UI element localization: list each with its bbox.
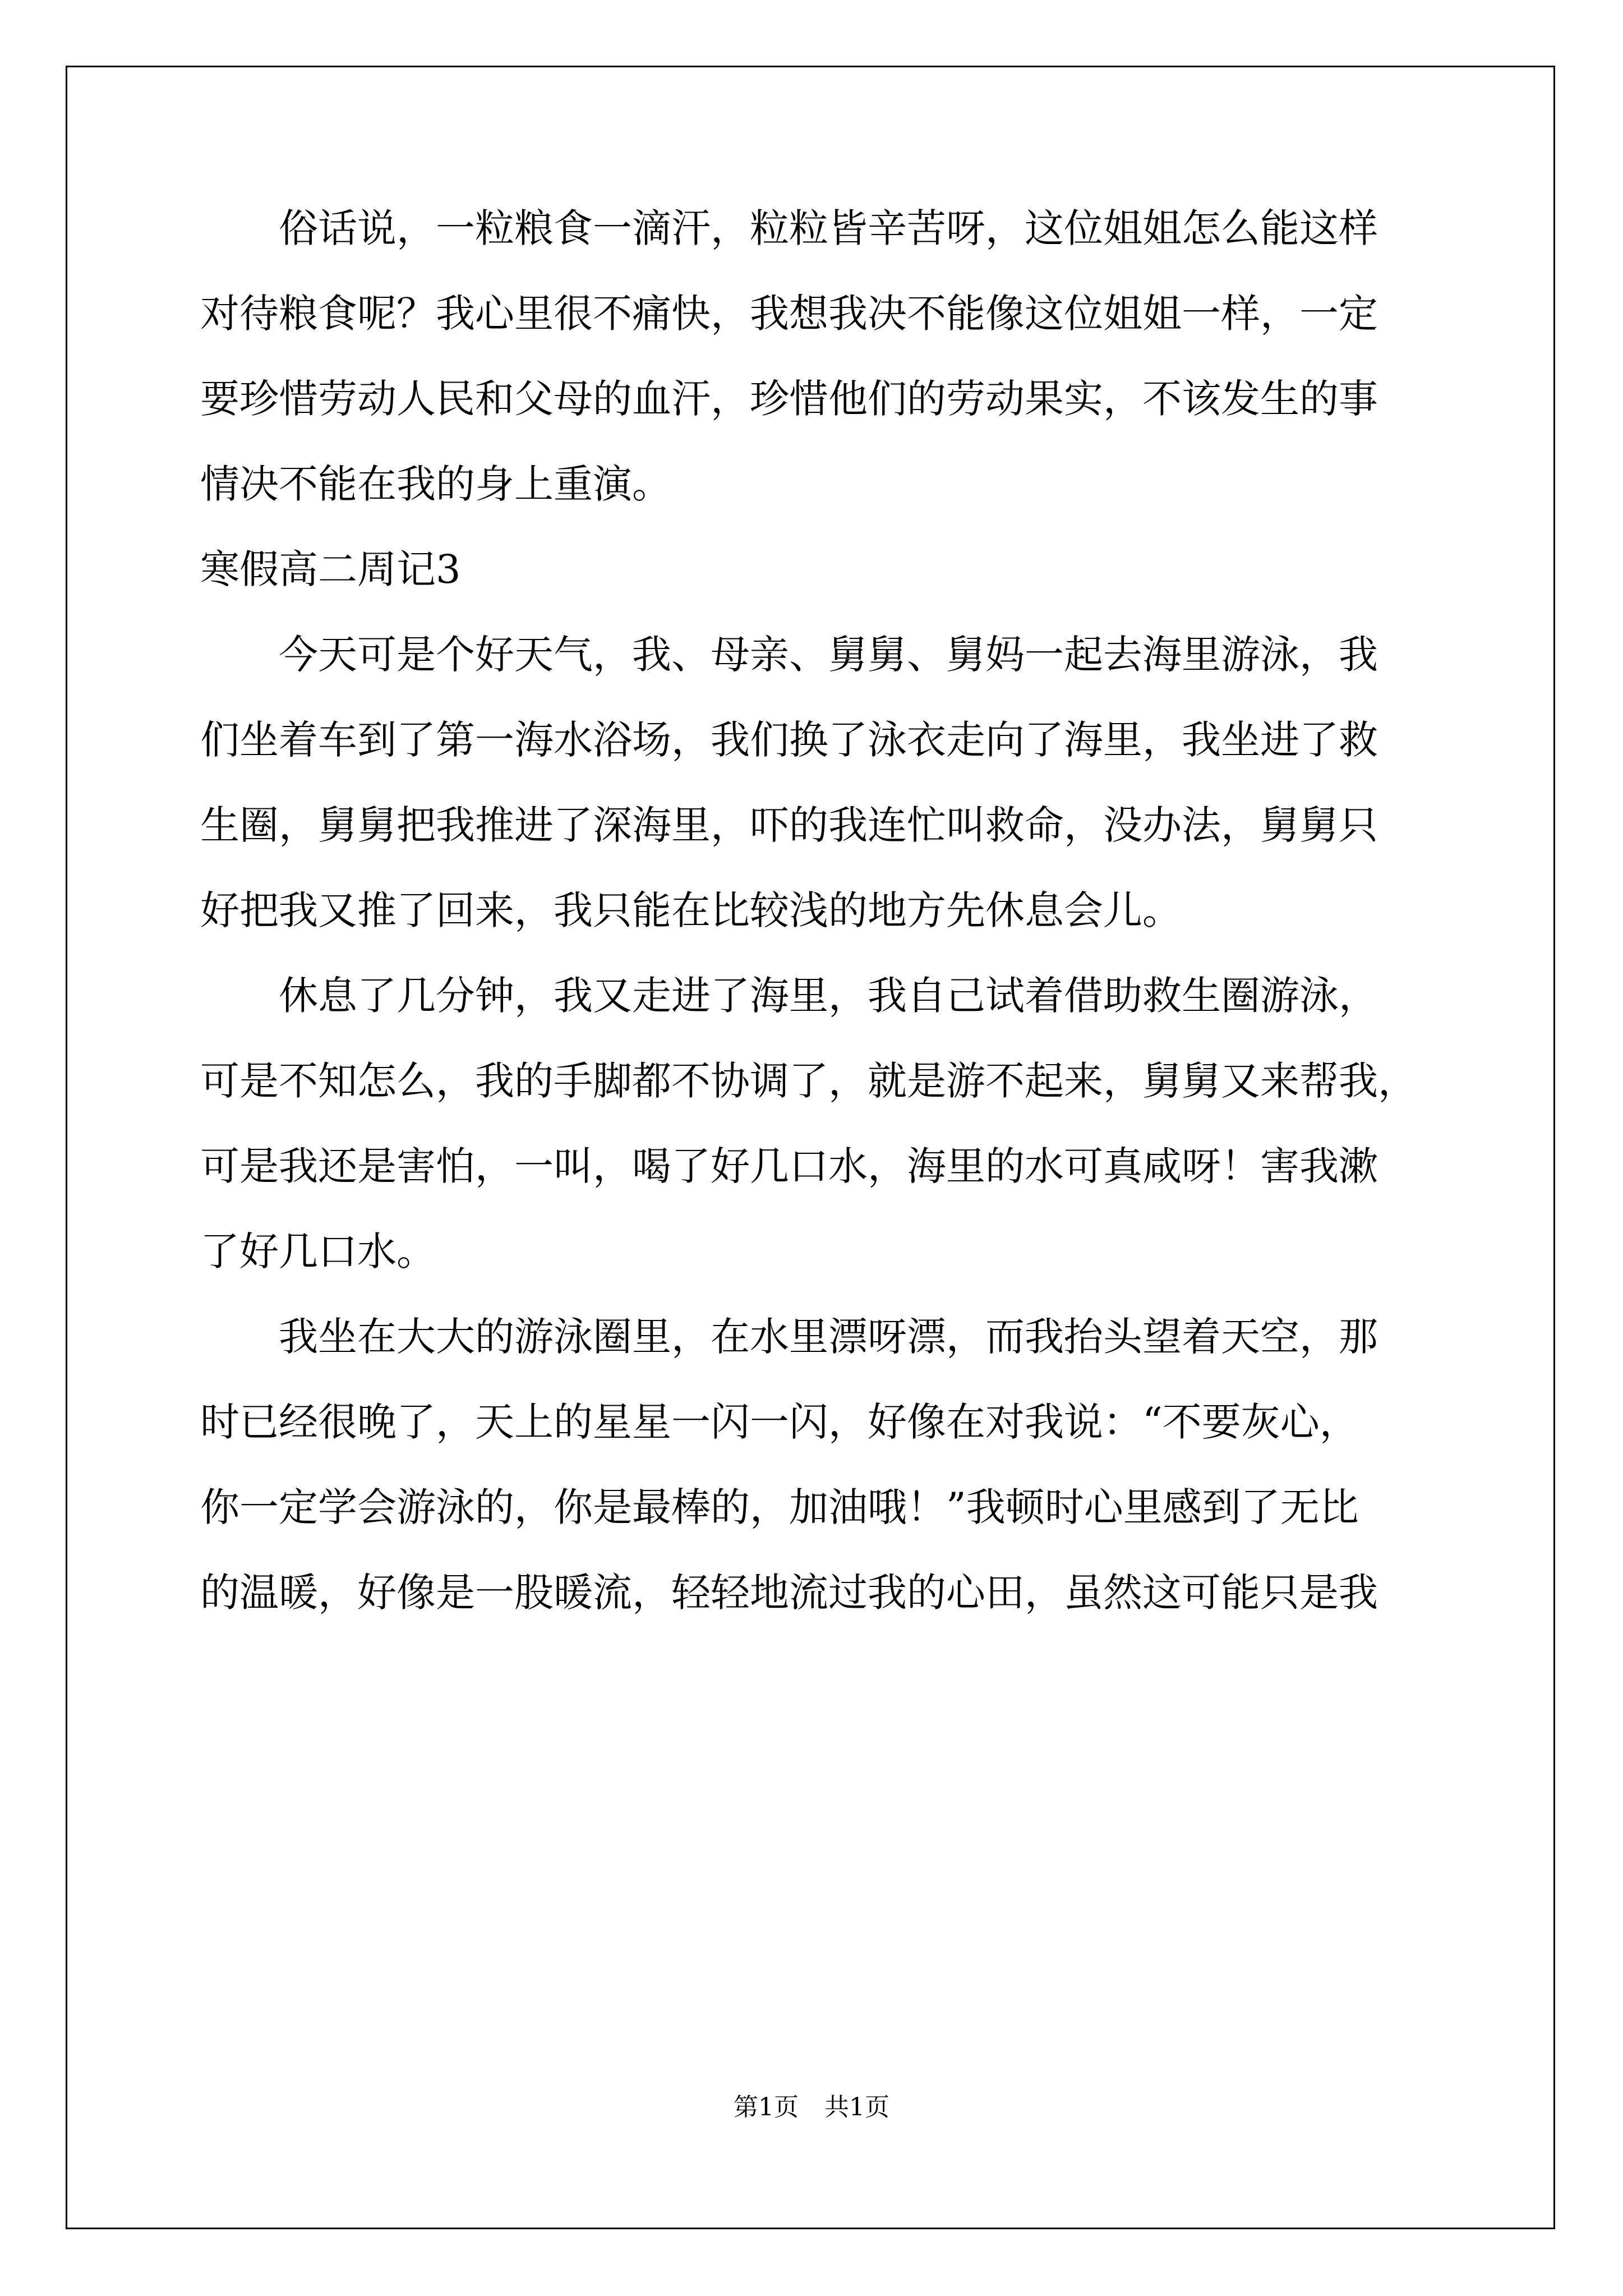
- text-line: 我坐在大大的游泳圈里，在水里漂呀漂，而我抬头望着天空，那: [200, 1314, 1378, 1360]
- text-line: 俗话说，一粒粮食一滴汗，粒粒皆辛苦呀，这位姐姐怎么能这样: [200, 205, 1378, 251]
- text-line: 们坐着车到了第一海水浴场，我们换了泳衣走向了海里，我坐进了救: [200, 717, 1378, 763]
- page-footer: [0, 2093, 1623, 2122]
- text-line: 休息了几分钟，我又走进了海里，我自己试着借助救生圈游泳，: [200, 973, 1378, 1019]
- section-heading: 寒假高二周记3: [200, 546, 461, 592]
- page-total: 共1页: [824, 2093, 889, 2122]
- text-line: 可是不知怎么，我的手脚都不协调了，就是游不起来，舅舅又来帮我，: [200, 1058, 1417, 1104]
- text-line: 时已经很晚了，天上的星星一闪一闪，好像在对我说：“不要灰心，: [200, 1399, 1359, 1445]
- text-line: 好把我又推了回来，我只能在比较浅的地方先休息会儿。: [200, 887, 1182, 933]
- page-number: 第1页: [734, 2093, 799, 2122]
- text-line: 的温暖，好像是一股暖流，轻轻地流过我的心田，虽然这可能只是我: [200, 1570, 1378, 1616]
- text-line: 要珍惜劳动人民和父母的血汗，珍惜他们的劳动果实，不该发生的事: [200, 376, 1378, 422]
- text-line: 可是我还是害怕，一叫，喝了好几口水，海里的水可真咸呀！害我漱: [200, 1143, 1378, 1189]
- text-line: 你一定学会游泳的，你是最棒的，加油哦！”我顿时心里感到了无比: [200, 1484, 1359, 1530]
- text-line: 今天可是个好天气，我、母亲、舅舅、舅妈一起去海里游泳，我: [200, 632, 1378, 678]
- text-line: 了好几口水。: [200, 1228, 436, 1274]
- text-line: 情决不能在我的身上重演。: [200, 461, 671, 507]
- text-line: 生圈，舅舅把我推进了深海里，吓的我连忙叫救命，没办法，舅舅只: [200, 802, 1378, 848]
- text-line: 对待粮食呢？我心里很不痛快，我想我决不能像这位姐姐一样，一定: [200, 291, 1378, 337]
